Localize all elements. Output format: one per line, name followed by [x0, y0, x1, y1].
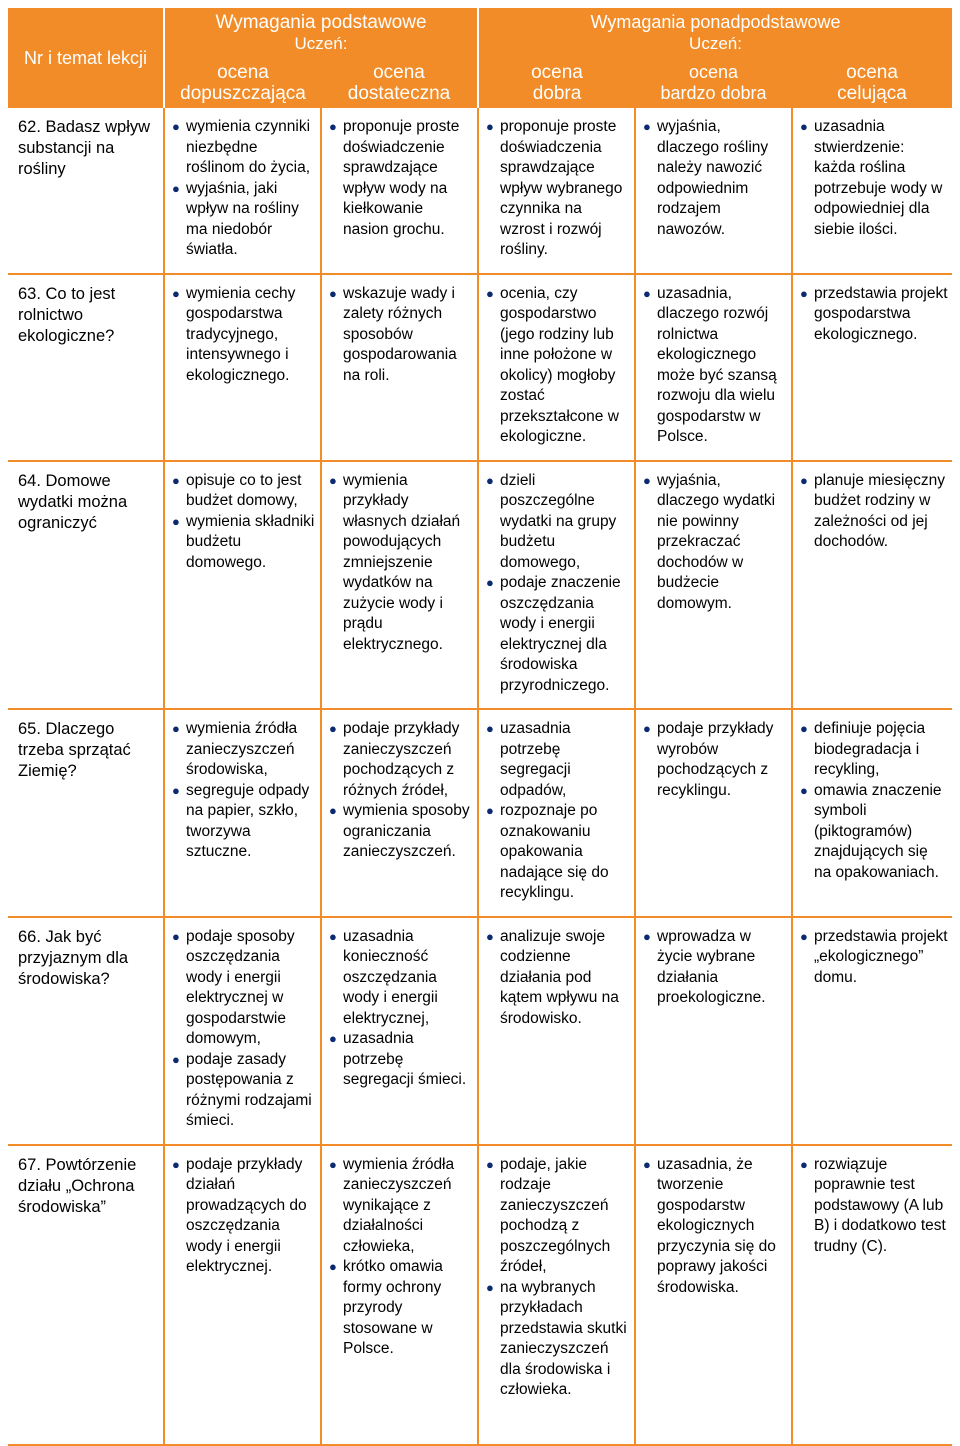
requirement-text: wskazuje wady i zalety różnych sposobów gospodarowania na roli.: [343, 284, 457, 384]
requirement-text: definiuje pojęcia biodegradacja i recykling,: [814, 720, 926, 778]
requirement-cell: [321, 917, 478, 1145]
bullet-icon: ●: [329, 1259, 337, 1274]
bullet-icon: ●: [486, 1279, 494, 1295]
requirement-text: proponuje proste doświadczenie sprawdzające wpływ wody na kiełkowanie nasion grochu.: [343, 118, 460, 238]
grade-label: ocena: [373, 62, 425, 83]
requirement-list: [483, 1155, 630, 1401]
requirement-list: [326, 927, 473, 1091]
list-item: [169, 471, 316, 512]
table-row: [8, 274, 952, 461]
list-item: [483, 117, 630, 261]
requirement-list: [326, 719, 473, 863]
bullet-icon: ●: [172, 1156, 180, 1172]
list-item: [169, 117, 316, 179]
requirement-list: [169, 117, 316, 261]
grade-name: bardzo dobra: [660, 83, 767, 103]
list-item: [797, 284, 948, 346]
grade-header-dopuszczajaca: [164, 58, 321, 108]
bullet-icon: ●: [172, 472, 180, 488]
basic-requirements-header: [164, 8, 478, 58]
requirement-text: podaje zasady postępowania z różnymi rodzajami śmieci.: [186, 1050, 312, 1129]
requirement-list: [326, 284, 473, 387]
list-item: [483, 1278, 630, 1401]
list-item: [326, 117, 473, 240]
header-band-row: [8, 8, 952, 58]
bullet-icon: ●: [172, 119, 180, 134]
table-row: [8, 1145, 952, 1445]
list-item: [169, 781, 316, 863]
requirement-text: rozpoznaje po oznakowaniu opakowania nadające się do recyklingu.: [500, 802, 609, 901]
requirement-cell: [792, 274, 952, 461]
list-item: [483, 719, 630, 801]
requirement-list: [797, 927, 948, 989]
requirement-cell: [792, 709, 952, 917]
lesson-column-header: Nr i temat lekcji: [8, 8, 164, 108]
list-item: [797, 719, 948, 781]
lesson-title: 65. Dlaczego trzeba sprzątać Ziemię?: [8, 709, 164, 917]
requirement-list: [326, 471, 473, 656]
list-item: [640, 1155, 787, 1299]
requirement-text: omawia znaczenie symboli (piktogramów) znajdujących się na opakowaniach.: [814, 781, 942, 881]
bullet-icon: ●: [172, 721, 180, 736]
grade-name: celująca: [837, 83, 907, 104]
list-item: [326, 719, 473, 801]
lesson-title: 64. Domowe wydatki można ograniczyć: [8, 461, 164, 710]
requirement-text: podaje znaczenie oszczędzania wody i energii elektrycznej dla środowiska przyrodniczego.: [500, 574, 621, 694]
bullet-icon: ●: [486, 575, 494, 590]
grade-header-bardzo-dobra: [635, 58, 792, 108]
requirement-text: opisuje co to jest budżet domowy,: [186, 471, 302, 509]
requirement-cell: [164, 709, 321, 917]
requirement-text: podaje przykłady działań prowadzących do oszczędzania wody i energii elektrycznej.: [186, 1155, 307, 1275]
list-item: [326, 284, 473, 387]
bullet-icon: ●: [643, 721, 651, 736]
requirement-list: [797, 471, 948, 553]
requirement-cell: [792, 1145, 952, 1445]
list-item: [483, 801, 630, 904]
list-item: [326, 927, 473, 1030]
list-item: [483, 927, 630, 1030]
list-item: [326, 1257, 473, 1360]
requirement-text: proponuje proste doświadczenia sprawdzające wpływ wybranego czynnika na wzrost i rozwój rośliny.: [500, 118, 623, 258]
bullet-icon: ●: [486, 803, 494, 818]
list-item: [326, 471, 473, 656]
requirement-list: [640, 471, 787, 615]
bullet-icon: ●: [329, 1031, 337, 1046]
bullet-icon: ●: [486, 472, 494, 488]
requirement-text: wyjaśnia, dlaczego rośliny należy nawozić odpowiednim rodzajem nawozów.: [657, 118, 769, 238]
extended-requirements-header: [478, 8, 952, 58]
list-item: [797, 781, 948, 884]
bullet-icon: ●: [486, 119, 494, 134]
list-item: [640, 471, 787, 615]
requirement-cell: [635, 461, 792, 710]
requirement-list: [797, 1155, 948, 1258]
requirement-list: [326, 1155, 473, 1360]
grade-header-dobra: [478, 58, 635, 108]
requirement-text: rozwiązuje poprawnie test podstawowy (A lub B) i dodatkowo test trudny (C).: [814, 1155, 946, 1255]
requirement-text: podaje przykłady wyrobów pochodzących z recyklingu.: [657, 720, 774, 799]
requirement-text: przedstawia projekt gospodarstwa ekologicznego.: [814, 284, 948, 343]
requirement-cell: [164, 274, 321, 461]
list-item: [169, 1155, 316, 1278]
requirement-text: wymienia czynniki niezbędne roślinom do życia,: [186, 118, 311, 176]
requirement-text: krótko omawia formy ochrony przyrody stosowane w Polsce.: [343, 1258, 443, 1357]
list-item: [169, 284, 316, 387]
requirement-cell: [792, 108, 952, 274]
grade-header-celujaca: [792, 58, 952, 108]
requirement-text: uzasadnia, że tworzenie gospodarstw ekologicznych przyczynia się do poprawy jakości środowiska.: [657, 1155, 776, 1296]
requirement-text: planuje miesięczny budżet rodziny w zależności od jej dochodów.: [814, 471, 945, 550]
table-row: [8, 917, 952, 1145]
requirement-text: wprowadza w życie wybrane działania proekologiczne.: [657, 927, 766, 1006]
table-row: [8, 461, 952, 710]
requirement-list: [640, 927, 787, 1009]
list-item: [483, 1155, 630, 1278]
requirement-list: [797, 117, 948, 240]
requirement-text: wymienia źródła zanieczyszczeń środowiska,: [186, 720, 298, 778]
requirement-text: podaje przykłady zanieczyszczeń pochodzących z różnych źródeł,: [343, 720, 460, 799]
list-item: [483, 471, 630, 574]
requirement-list: [797, 719, 948, 883]
extended-requirements-title: Wymagania ponadpodstawowe: [590, 12, 841, 32]
requirement-cell: [792, 461, 952, 710]
bullet-icon: ●: [329, 119, 337, 134]
requirement-text: uzasadnia konieczność oszczędzania wody i energii elektrycznej,: [343, 927, 438, 1027]
list-item: [640, 284, 787, 448]
table-row: [8, 108, 952, 274]
grade-label: ocena: [217, 62, 269, 83]
bullet-icon: ●: [643, 1156, 651, 1172]
bullet-icon: ●: [329, 1156, 337, 1172]
lesson-title: 62. Badasz wpływ substancji na rośliny: [8, 108, 164, 274]
requirement-text: wymienia źródła zanieczyszczeń wynikające z działalności człowieka,: [343, 1155, 455, 1255]
grade-label: ocena: [531, 62, 583, 83]
requirement-cell: [635, 108, 792, 274]
bullet-icon: ●: [172, 180, 180, 196]
list-item: [169, 719, 316, 781]
requirement-cell: [321, 274, 478, 461]
requirements-table: [8, 8, 952, 1446]
requirement-cell: [321, 108, 478, 274]
requirement-list: [483, 284, 630, 448]
requirement-cell: [164, 461, 321, 710]
requirement-text: uzasadnia potrzebę segregacji śmieci.: [343, 1030, 467, 1088]
requirement-cell: [478, 274, 635, 461]
requirement-cell: [635, 917, 792, 1145]
requirement-list: [169, 1155, 316, 1278]
bullet-icon: ●: [172, 928, 180, 944]
basic-requirements-title: Wymagania podstawowe: [215, 12, 427, 33]
bullet-icon: ●: [329, 721, 337, 736]
grade-header-dostateczna: [321, 58, 478, 108]
bullet-icon: ●: [800, 285, 808, 301]
requirement-text: segreguje odpady na papier, szkło, tworzywa sztuczne.: [186, 781, 310, 860]
grade-label: ocena: [846, 62, 898, 83]
requirement-text: wyjaśnia, jaki wpływ na rośliny ma niedobór światła.: [186, 179, 299, 258]
bullet-icon: ●: [800, 472, 808, 488]
requirement-text: wymienia cechy gospodarstwa tradycyjnego, intensywnego i ekologicznego.: [186, 284, 296, 384]
requirement-cell: [321, 1145, 478, 1445]
requirement-cell: [321, 461, 478, 710]
list-item: [169, 179, 316, 261]
requirement-list: [326, 117, 473, 240]
bullet-icon: ●: [800, 782, 808, 798]
list-item: [797, 117, 948, 240]
requirement-list: [169, 284, 316, 387]
lesson-title: 67. Powtórzenie działu „Ochrona środowiska”: [8, 1145, 164, 1445]
requirements-page: [8, 8, 952, 1446]
requirement-text: podaje sposoby oszczędzania wody i energii elektrycznej w gospodarstwie domowym,: [186, 927, 295, 1047]
list-item: [797, 471, 948, 553]
requirement-cell: [164, 917, 321, 1145]
list-item: [483, 573, 630, 696]
list-item: [326, 1029, 473, 1091]
bullet-icon: ●: [643, 472, 651, 488]
lesson-title: 63. Co to jest rolnictwo ekologiczne?: [8, 274, 164, 461]
requirement-cell: [635, 1145, 792, 1445]
requirement-text: dzieli poszczególne wydatki na grupy budżetu domowego,: [500, 471, 617, 571]
bullet-icon: ●: [800, 1156, 808, 1172]
bullet-icon: ●: [643, 119, 651, 134]
requirement-cell: [321, 709, 478, 917]
list-item: [326, 1155, 473, 1258]
bullet-icon: ●: [800, 119, 808, 134]
requirements-body: [8, 108, 952, 1445]
requirement-cell: [164, 108, 321, 274]
bullet-icon: ●: [486, 721, 494, 736]
grade-label: ocena: [688, 62, 739, 82]
list-item: [483, 284, 630, 448]
list-item: [169, 1050, 316, 1132]
bullet-icon: ●: [643, 928, 651, 944]
bullet-icon: ●: [172, 285, 180, 301]
requirement-list: [640, 1155, 787, 1299]
requirement-cell: [478, 1145, 635, 1445]
list-item: [797, 1155, 948, 1258]
requirement-list: [483, 471, 630, 697]
list-item: [797, 927, 948, 989]
requirement-cell: [792, 917, 952, 1145]
requirement-text: wymienia sposoby ograniczania zanieczyszczeń.: [343, 802, 470, 860]
requirement-text: przedstawia projekt „ekologicznego” domu.: [814, 927, 948, 986]
list-item: [640, 927, 787, 1009]
requirement-text: wymienia przykłady własnych działań powodujących zmniejszenie wydatków na zużycie wody i prądu elektrycznego.: [343, 471, 461, 653]
requirement-cell: [635, 274, 792, 461]
requirement-list: [169, 927, 316, 1132]
requirement-text: analizuje swoje codzienne działania pod kątem wpływu na środowisko.: [500, 927, 619, 1027]
list-item: [640, 719, 787, 801]
requirement-list: [797, 284, 948, 346]
extended-requirements-subtitle: Uczeń:: [689, 34, 742, 53]
requirement-cell: [478, 108, 635, 274]
list-item: [169, 927, 316, 1050]
requirement-text: wyjaśnia, dlaczego wydatki nie powinny przekraczać dochodów w budżecie domowym.: [657, 471, 776, 612]
requirement-list: [640, 284, 787, 448]
bullet-icon: ●: [800, 721, 808, 736]
basic-requirements-subtitle: Uczeń:: [294, 34, 348, 53]
bullet-icon: ●: [643, 285, 651, 301]
bullet-icon: ●: [172, 782, 180, 798]
requirement-list: [483, 117, 630, 261]
requirement-list: [640, 117, 787, 240]
grade-name: dopuszczająca: [180, 83, 306, 104]
bullet-icon: ●: [329, 285, 337, 301]
requirement-cell: [164, 1145, 321, 1445]
lesson-title: 66. Jak być przyjaznym dla środowiska?: [8, 917, 164, 1145]
requirement-list: [169, 719, 316, 863]
requirement-text: uzasadnia stwierdzenie: każda roślina potrzebuje wody w odpowiedniej dla siebie ilości.: [814, 118, 943, 238]
grade-name: dobra: [532, 83, 582, 104]
requirement-text: ocenia, czy gospodarstwo (jego rodziny lub inne położone w okolicy) mogłoby zostać przekształcone w ekologiczne.: [500, 284, 619, 445]
requirement-cell: [478, 461, 635, 710]
grade-name: dostateczna: [347, 83, 451, 104]
bullet-icon: ●: [800, 928, 808, 944]
requirement-text: wymienia składniki budżetu domowego.: [186, 512, 315, 571]
bullet-icon: ●: [329, 472, 337, 488]
requirement-list: [483, 927, 630, 1030]
list-item: [326, 801, 473, 863]
bullet-icon: ●: [329, 803, 337, 818]
list-item: [640, 117, 787, 240]
requirement-text: uzasadnia, dlaczego rozwój rolnictwa ekologicznego może być szansą rozwoju dla wielu gospodarstw w Polsce.: [657, 284, 777, 445]
bullet-icon: ●: [486, 285, 494, 301]
requirement-text: na wybranych przykładach przedstawia skutki zanieczyszczeń dla środowiska i człowieka.: [500, 1278, 627, 1398]
requirement-cell: [478, 709, 635, 917]
requirement-text: podaje, jakie rodzaje zanieczyszczeń pochodzą z poszczególnych źródeł,: [500, 1155, 611, 1275]
list-item: [169, 512, 316, 574]
requirement-text: uzasadnia potrzebę segregacji odpadów,: [500, 720, 571, 799]
requirement-list: [640, 719, 787, 801]
table-row: [8, 709, 952, 917]
bullet-icon: ●: [172, 1051, 180, 1067]
bullet-icon: ●: [486, 928, 494, 944]
requirement-list: [483, 719, 630, 904]
bullet-icon: ●: [486, 1156, 494, 1172]
requirement-cell: [478, 917, 635, 1145]
bullet-icon: ●: [172, 513, 180, 529]
bullet-icon: ●: [329, 928, 337, 944]
requirement-list: [169, 471, 316, 574]
requirement-cell: [635, 709, 792, 917]
